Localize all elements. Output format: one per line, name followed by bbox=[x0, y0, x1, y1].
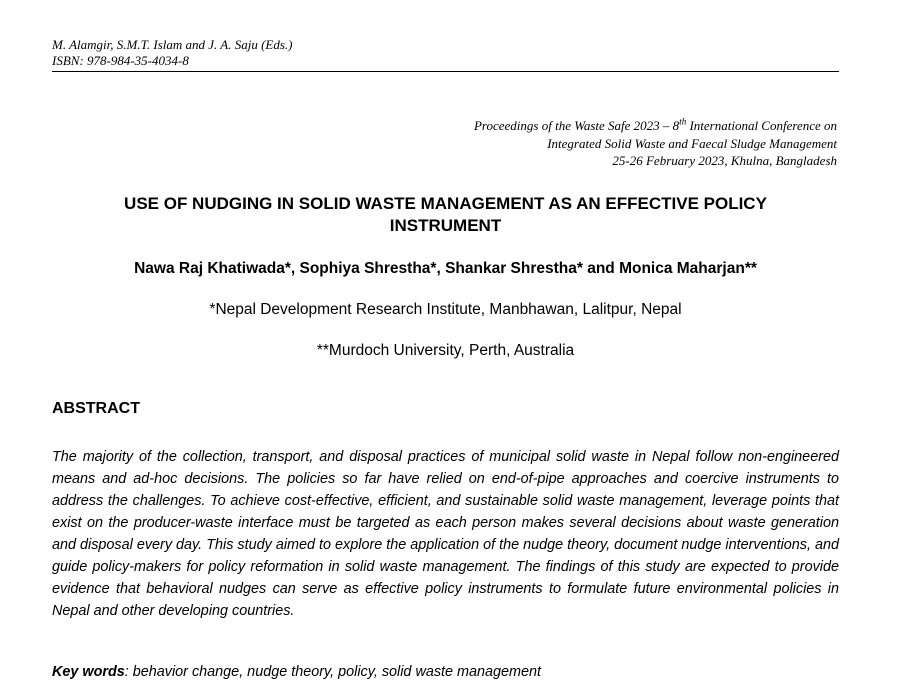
ordinal-suffix: th bbox=[679, 116, 687, 127]
proceedings-line-1-tail: International Conference on bbox=[686, 118, 837, 133]
abstract-heading: ABSTRACT bbox=[52, 400, 140, 417]
keywords-text: : behavior change, nudge theory, policy, solid waste management bbox=[124, 664, 542, 680]
isbn-line: ISBN: 978-984-35-4034-8 bbox=[52, 53, 189, 68]
editors-line: M. Alamgir, S.M.T. Islam and J. A. Saju (Eds.) bbox=[52, 37, 293, 52]
proceedings-line-3: 25-26 February 2023, Khulna, Bangladesh bbox=[612, 153, 837, 168]
title-line-2: INSTRUMENT bbox=[389, 216, 502, 235]
affiliation-2: **Murdoch University, Perth, Australia bbox=[316, 342, 575, 359]
keywords bbox=[52, 662, 839, 682]
running-header bbox=[52, 37, 293, 69]
affiliation-1: *Nepal Development Research Institute, Manbhawan, Lalitpur, Nepal bbox=[209, 301, 682, 318]
title-line-1: USE OF NUDGING IN SOLID WASTE MANAGEMENT AS AN EFFECTIVE POLICY bbox=[124, 194, 767, 213]
header-divider bbox=[52, 71, 839, 72]
proceedings-info bbox=[474, 117, 837, 170]
paper-title bbox=[52, 193, 839, 237]
proceedings-line-1 bbox=[474, 117, 837, 135]
keywords-label: Key words bbox=[52, 664, 125, 680]
proceedings-line-2: Integrated Solid Waste and Faecal Sludge Management bbox=[547, 135, 837, 151]
abstract-text: The majority of the collection, transport, and disposal practices of municipal solid waste in Nepal follow non-engineered means and ad-hoc decisions. The policies so far have relied on end-of-pipe approaches and coercive instruments to address the challenges. To achieve cost-effective, efficient, and sustainable solid waste management, leverage points that exist on the producer-waste interface must be targeted as each person makes several decisions about waste generation and disposal every day. This study aimed to explore the application of the nudge theory, document nudge interventions, and guide policy-makers for policy reformation in solid waste management. The findings of this study are expected to provide evidence that behavioral nudges can serve as effective policy instruments to formulate future environmental policies in Nepal and other developing countries. bbox=[52, 449, 839, 619]
proceedings-line-1-text: Proceedings of the Waste Safe 2023 – 8 bbox=[473, 118, 680, 133]
author-list: Nawa Raj Khatiwada*, Sophiya Shrestha*, Shankar Shrestha* and Monica Maharjan** bbox=[134, 260, 757, 277]
